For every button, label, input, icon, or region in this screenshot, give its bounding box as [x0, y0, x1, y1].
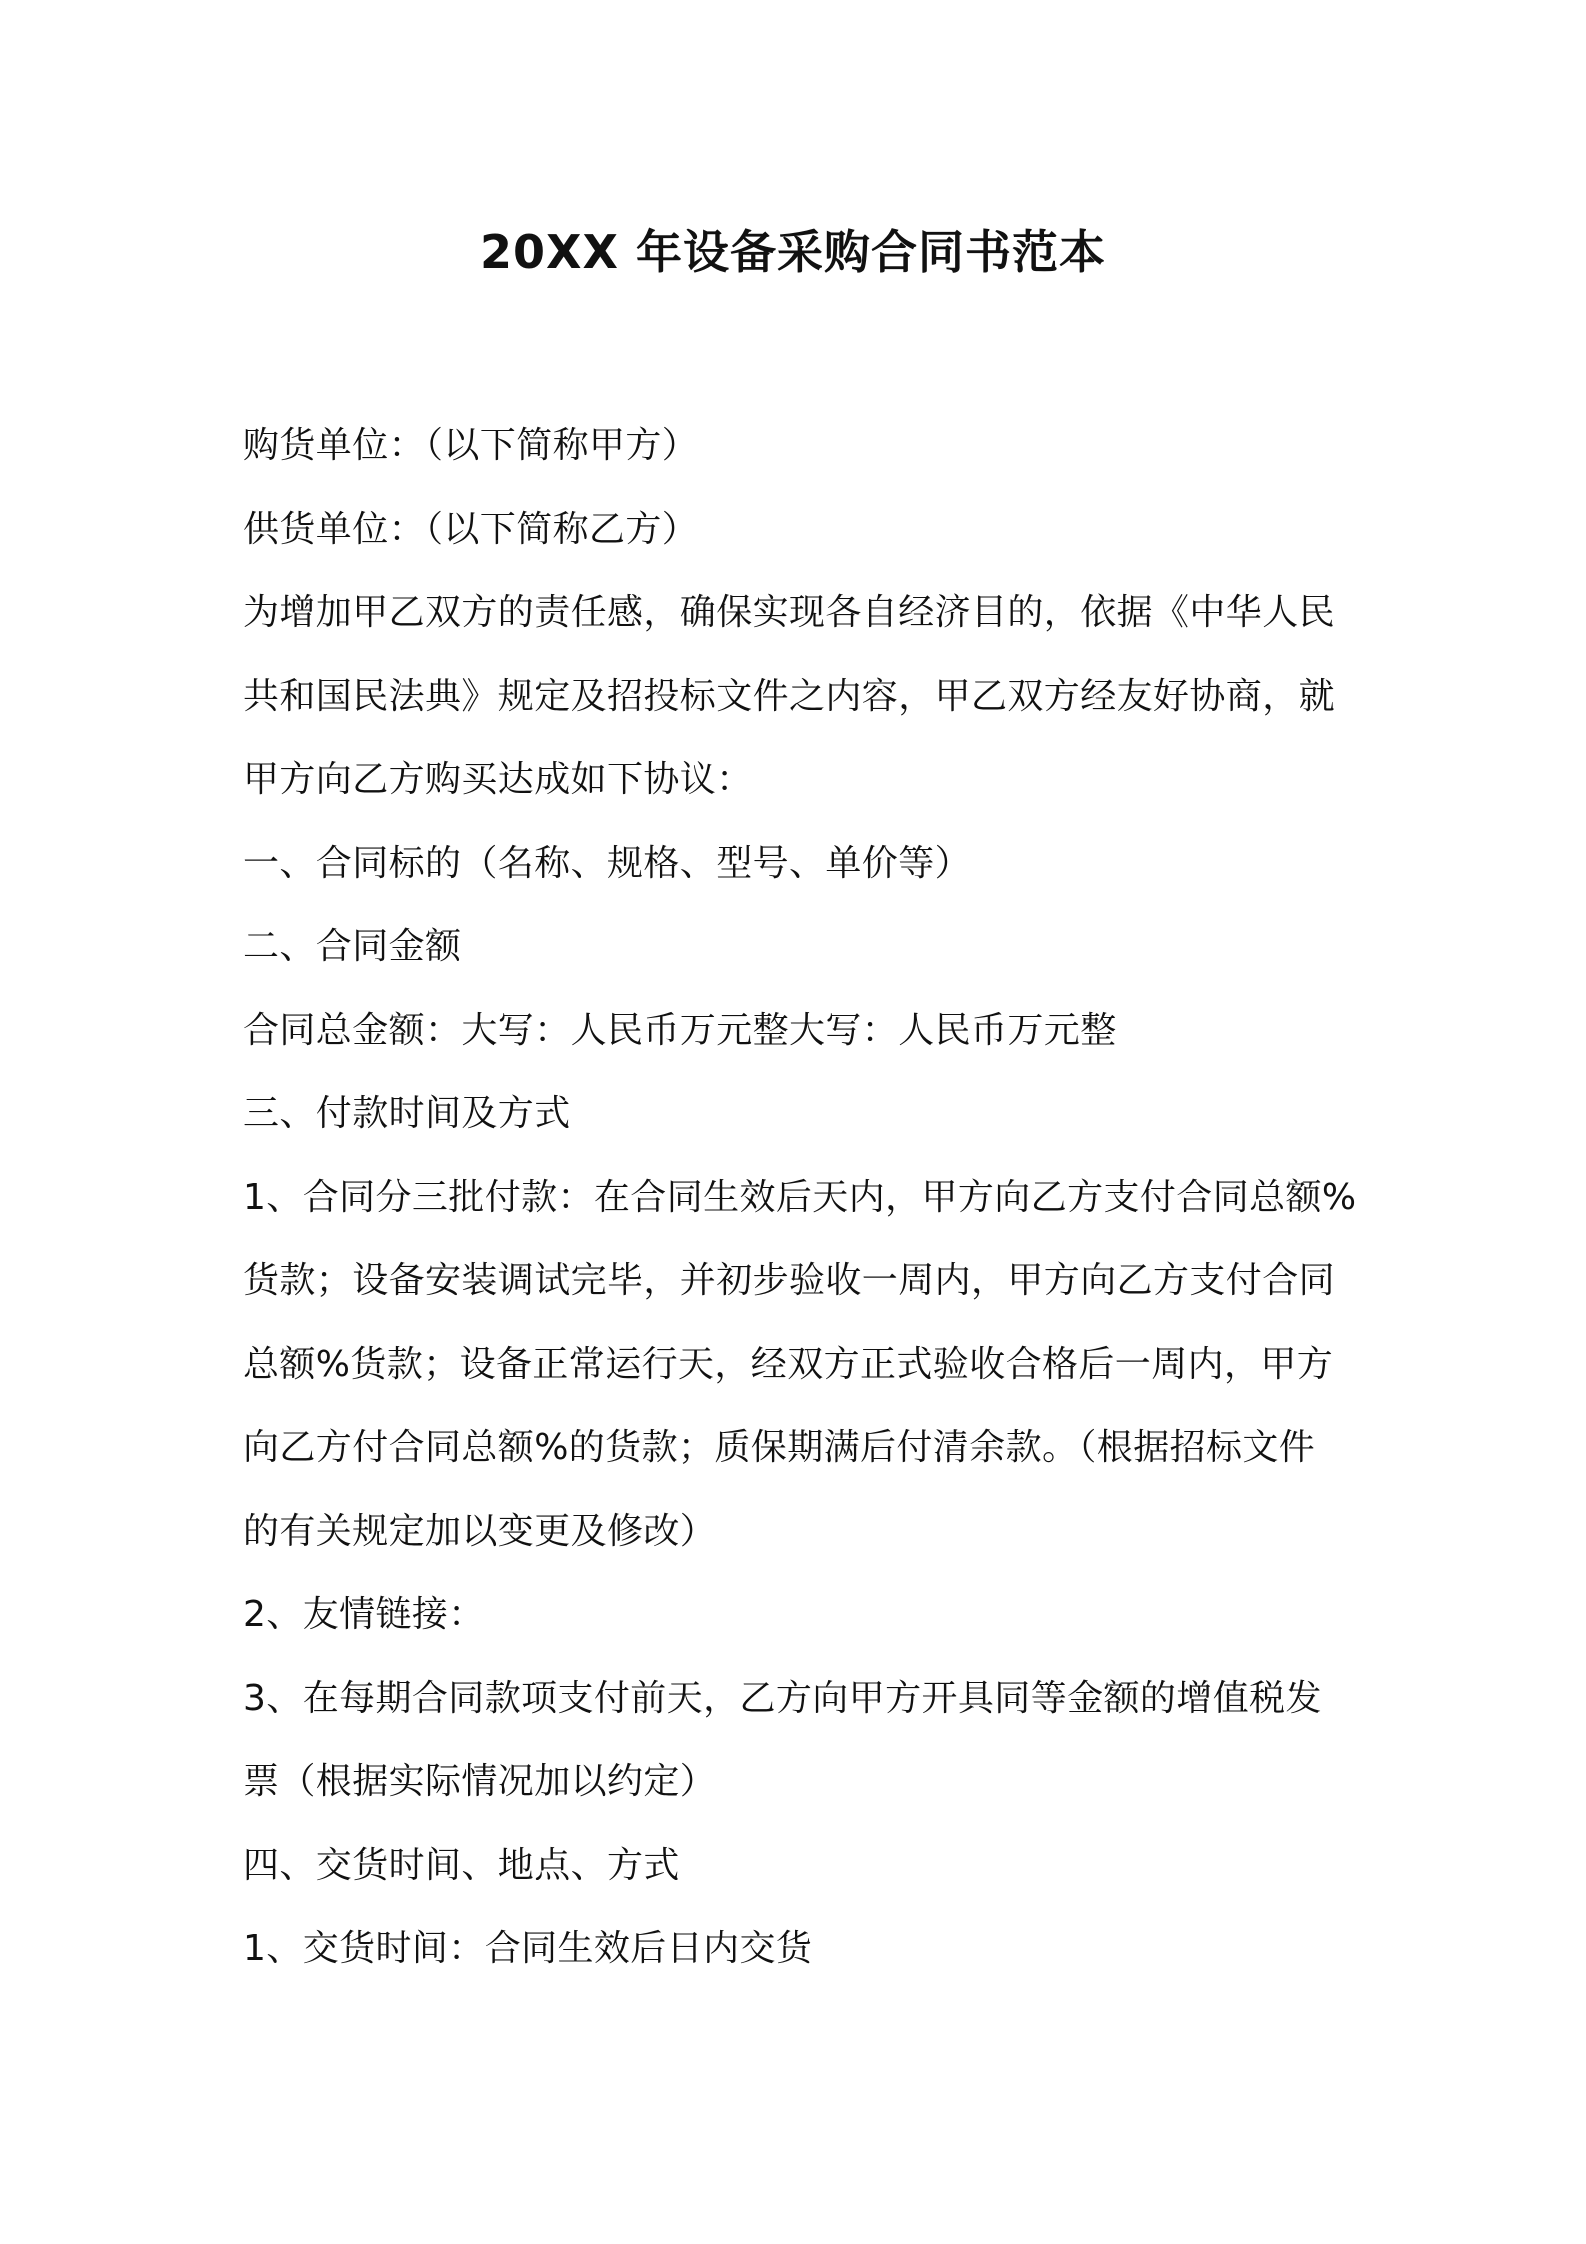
- line-total-amount: 合同总金额：大写：人民币万元整大写：人民币万元整: [243, 1009, 1117, 1051]
- preamble-line: 甲方向乙方购买达成如下协议：: [243, 759, 753, 800]
- clause-links: 2、友情链接：: [243, 1594, 485, 1635]
- line-supplier: 供货单位：（以下简称乙方）: [243, 508, 699, 550]
- section-heading-subject: 一、合同标的（名称、规格、型号、单价等）: [243, 842, 972, 884]
- invoice-clause-line: 票（根据实际情况加以约定）: [243, 1761, 717, 1802]
- section-heading-payment: 三、付款时间及方式: [243, 1093, 571, 1134]
- section-heading-amount: 二、合同金额: [243, 926, 462, 967]
- line-purchaser: 购货单位：（以下简称甲方）: [243, 425, 699, 466]
- payment-clause-line: 1、合同分三批付款：在合同生效后天内，甲方向乙方支付合同总额%: [243, 1176, 1357, 1218]
- invoice-clause-line: 3、在每期合同款项支付前天，乙方向甲方开具同等金额的增值税发: [243, 1677, 1322, 1719]
- preamble-line: 共和国民法典》规定及招投标文件之内容，甲乙双方经友好协商，就: [243, 675, 1336, 717]
- payment-clause-line: 总额%货款；设备正常运行天，经双方正式验收合格后一周内，甲方: [243, 1343, 1334, 1385]
- payment-clause-line: 向乙方付合同总额%的货款；质保期满后付清余款。（根据招标文件: [243, 1427, 1316, 1468]
- document-body: [243, 404, 1361, 1991]
- payment-clause-line: 货款；设备安装调试完毕，并初步验收一周内，甲方向乙方支付合同: [243, 1260, 1336, 1301]
- section-heading-delivery: 四、交货时间、地点、方式: [243, 1844, 680, 1886]
- preamble-line: 为增加甲乙双方的责任感，确保实现各自经济目的，依据《中华人民: [243, 592, 1336, 633]
- delivery-time-clause: 1、交货时间：合同生效后日内交货: [243, 1928, 813, 1969]
- payment-clause-line: 的有关规定加以变更及修改）: [243, 1510, 717, 1552]
- document-title: 20XX 年设备采购合同书范本: [480, 225, 1106, 279]
